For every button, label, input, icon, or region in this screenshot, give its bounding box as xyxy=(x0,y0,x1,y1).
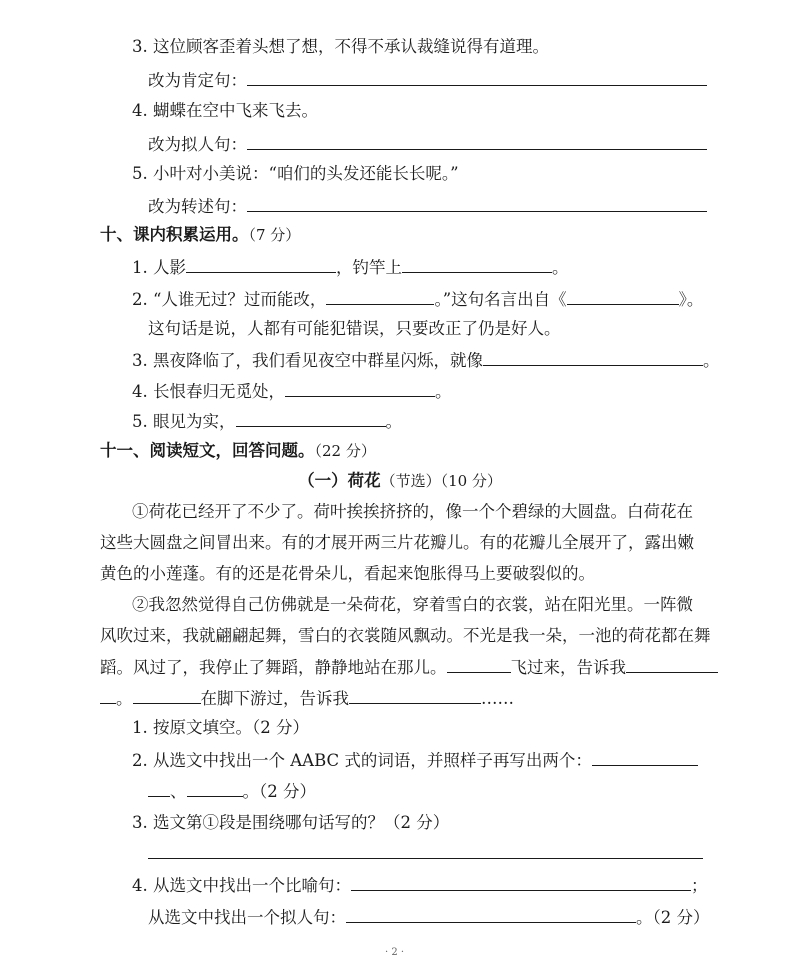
answer-blank[interactable] xyxy=(567,288,679,305)
section-11-heading xyxy=(100,440,376,462)
text: 蹈。风过了，我停止了舞蹈，静静地站在那儿。 xyxy=(100,658,447,677)
passage-title xyxy=(0,470,800,492)
text: 5. 眼见为实， xyxy=(132,412,236,431)
passage-paragraph-1-line: ①荷花已经开了不少了。荷叶挨挨挤挤的，像一个个碧绿的大圆盘。白荷花在 xyxy=(132,502,693,521)
question-9-4: 4. 蝴蝶在空中飞来飞去。 xyxy=(132,101,318,120)
text: 、 xyxy=(170,782,187,801)
answer-blank[interactable] xyxy=(285,380,435,397)
question-11-4 xyxy=(132,874,708,897)
text: 从选文中找出一个拟人句： xyxy=(148,908,346,927)
page-number: · 2 · xyxy=(385,947,405,958)
text: 飞过来，告诉我 xyxy=(510,658,626,677)
answer-line[interactable] xyxy=(148,858,703,859)
section-10-heading xyxy=(100,224,300,246)
answer-blank[interactable] xyxy=(187,780,243,797)
answer-blank[interactable] xyxy=(247,195,707,212)
question-11-2-cont xyxy=(148,780,316,803)
question-9-3: 3. 这位顾客歪着头想了想，不得不承认裁缝说得有道理。 xyxy=(132,37,549,56)
passage-paragraph-2-line: 风吹过来，我就翩翩起舞，雪白的衣裳随风飘动。不光是我一朵，一池的荷花都在舞 xyxy=(100,626,711,645)
passage-paragraph-2-line: ②我忽然觉得自己仿佛就是一朵荷花，穿着雪白的衣裳，站在阳光里。一阵微 xyxy=(132,595,693,614)
text: 。 xyxy=(703,351,720,370)
passage-title-main: （一）荷花 xyxy=(298,471,381,490)
answer-blank[interactable] xyxy=(346,906,636,923)
text: 。（2 分） xyxy=(636,908,710,927)
question-10-2 xyxy=(132,288,703,311)
answer-blank[interactable] xyxy=(236,410,386,427)
text: 1. 人影 xyxy=(132,258,186,277)
question-10-3 xyxy=(132,349,720,372)
text: 。 xyxy=(435,382,452,401)
passage-paragraph-1-line: 这些大圆盘之间冒出来。有的才展开两三片花瓣儿。有的花瓣儿全展开了，露出嫩 xyxy=(100,533,694,552)
answer-blank[interactable] xyxy=(247,133,707,150)
text: …… xyxy=(481,689,514,708)
answer-blank[interactable] xyxy=(186,256,336,273)
answer-blank[interactable] xyxy=(148,780,170,797)
text: 4. 从选文中找出一个比喻句： xyxy=(132,876,351,895)
text: 。 xyxy=(385,412,402,431)
question-10-4 xyxy=(132,380,452,403)
text: 在脚下游过，告诉我 xyxy=(200,689,349,708)
question-11-1: 1. 按原文填空。（2 分） xyxy=(132,718,309,737)
text: ，钓竿上 xyxy=(336,258,402,277)
answer-blank[interactable] xyxy=(247,69,707,86)
question-10-1 xyxy=(132,256,569,279)
question-10-5 xyxy=(132,410,402,433)
question-10-2-note: 这句话是说，人都有可能犯错误，只要改正了仍是好人。 xyxy=(148,319,561,338)
answer-blank[interactable] xyxy=(349,687,481,704)
section-title: 十一、阅读短文，回答问题。 xyxy=(100,441,315,460)
prompt-label: 改为肯定句： xyxy=(148,71,247,90)
answer-blank[interactable] xyxy=(447,656,511,673)
text: 3. 黑夜降临了，我们看见夜空中群星闪烁，就像 xyxy=(132,351,483,370)
question-11-3: 3. 选文第①段是围绕哪句话写的？（2 分） xyxy=(132,813,450,832)
passage-paragraph-2-line xyxy=(100,687,514,710)
text: 》。 xyxy=(678,290,704,309)
passage-title-sub: （节选）（10 分） xyxy=(380,472,502,490)
passage-paragraph-1-line: 黄色的小莲蓬。有的还是花骨朵儿，看起来饱胀得马上要破裂似的。 xyxy=(100,564,595,583)
question-9-3-prompt xyxy=(148,69,707,92)
text: 2. 从选文中找出一个 AABC 式的词语，并照样子再写出两个： xyxy=(132,751,592,770)
passage-paragraph-2-line xyxy=(100,656,718,679)
question-9-4-prompt xyxy=(148,133,707,156)
text: ； xyxy=(691,876,708,895)
answer-blank[interactable] xyxy=(592,749,698,766)
question-9-5: 5. 小叶对小美说：“咱们的头发还能长长呢。” xyxy=(132,164,459,183)
answer-blank[interactable] xyxy=(626,656,718,673)
answer-blank[interactable] xyxy=(351,874,691,891)
question-9-5-prompt xyxy=(148,195,707,218)
text: 。 xyxy=(116,689,133,708)
question-11-2 xyxy=(132,749,698,772)
answer-blank[interactable] xyxy=(133,687,201,704)
text: 。（2 分） xyxy=(242,782,316,801)
answer-blank[interactable] xyxy=(100,687,116,704)
answer-blank[interactable] xyxy=(402,256,552,273)
section-score: （22 分） xyxy=(314,442,376,460)
answer-blank[interactable] xyxy=(483,349,703,366)
text: 2. “人谁无过？过而能改， xyxy=(132,290,327,309)
text: 。 xyxy=(552,258,569,277)
answer-blank[interactable] xyxy=(326,288,434,305)
section-title: 十、课内积累运用。 xyxy=(100,225,249,244)
text: 4. 长恨春归无觅处， xyxy=(132,382,285,401)
text: 。”这句名言出自《 xyxy=(434,290,567,309)
prompt-label: 改为拟人句： xyxy=(148,135,247,154)
prompt-label: 改为转述句： xyxy=(148,197,247,216)
section-score: （7 分） xyxy=(248,226,301,244)
question-11-4-cont xyxy=(148,906,710,929)
